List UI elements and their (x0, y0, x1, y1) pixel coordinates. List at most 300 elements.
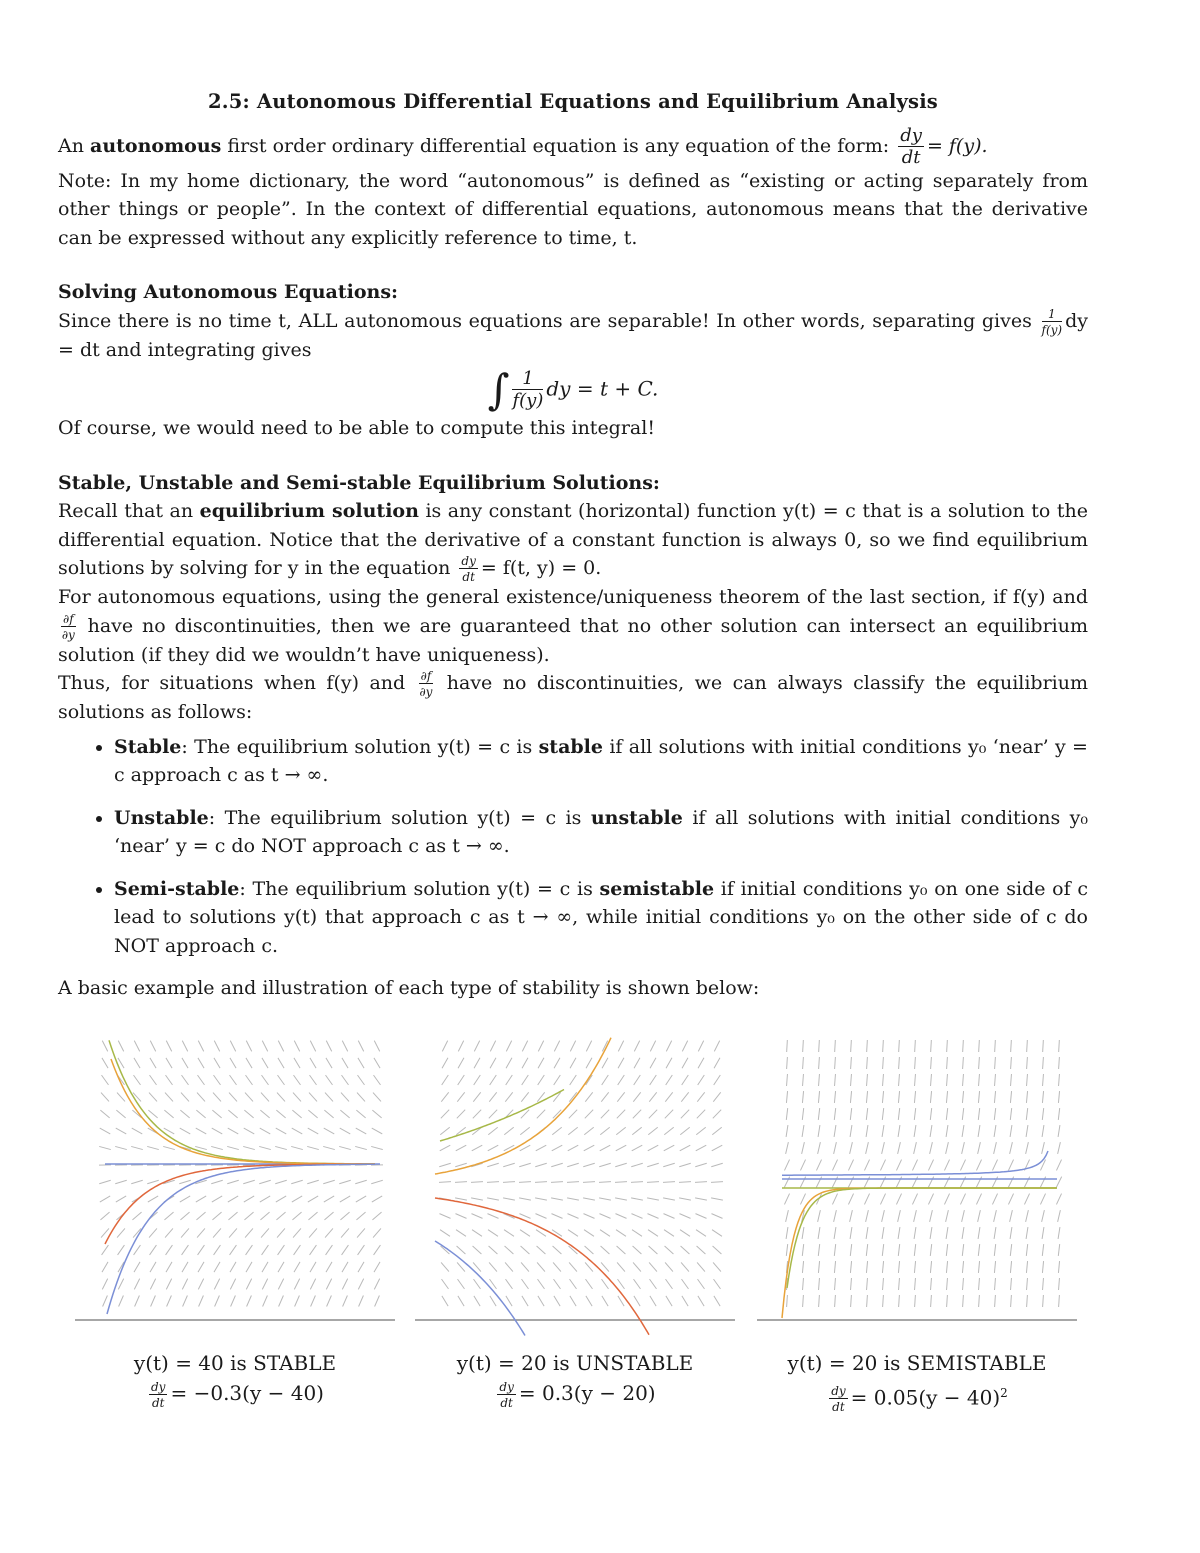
slope-tick (898, 1244, 899, 1256)
slope-tick (165, 1093, 173, 1102)
slope-tick (583, 1163, 594, 1166)
solution-curve (782, 1151, 1048, 1175)
slope-tick (307, 1180, 318, 1183)
slope-tick (1008, 1177, 1013, 1188)
slope-tick (898, 1091, 899, 1103)
slope-tick (342, 1279, 347, 1290)
page-title: 2.5: Autonomous Differential Equations and Equilibrium Analysis (208, 90, 938, 113)
slope-tick (832, 1194, 837, 1205)
slope-tick (537, 1246, 546, 1254)
slope-tick (962, 1227, 964, 1239)
slope-tick (490, 1058, 496, 1068)
slope-tick (714, 1296, 720, 1306)
stability-paragraph-2: For autonomous equations, using the general existence/uniqueness theorem of the last section, if f(y) and $\frac{\partial f}{\partial y}$ have no discontinuities, then we are guaranteed that no other solution can intersect an equilibrium solution (if they did we wouldn’t have uniqueness). (58, 586, 1088, 666)
slope-tick (930, 1091, 931, 1103)
slope-tick (278, 1245, 285, 1255)
slope-tick (504, 1127, 513, 1134)
slope-tick (1058, 1244, 1059, 1256)
slope-tick (784, 1160, 789, 1171)
slope-tick (310, 1058, 316, 1068)
slope-tick (554, 1296, 560, 1306)
slope-tick (213, 1093, 221, 1102)
slope-tick (1040, 1194, 1045, 1205)
slope-tick (487, 1214, 498, 1219)
slope-tick (244, 1196, 254, 1202)
slope-tick (457, 1110, 465, 1119)
slope-tick (294, 1075, 301, 1085)
slope-tick (148, 1110, 157, 1118)
slope-tick (666, 1041, 671, 1052)
slope-tick (649, 1262, 657, 1271)
slope-tick (116, 1196, 126, 1202)
slope-tick (262, 1058, 268, 1068)
slope-tick (1059, 1057, 1060, 1069)
slope-tick (506, 1075, 513, 1085)
slope-tick (880, 1160, 885, 1171)
slope-tick (570, 1075, 577, 1085)
slope-tick (600, 1230, 610, 1237)
slope-tick (786, 1142, 789, 1154)
slope-tick (583, 1182, 595, 1183)
slope-tick (535, 1198, 547, 1200)
slope-tick (134, 1279, 139, 1290)
slope-tick (1059, 1278, 1060, 1290)
slope-tick (864, 1194, 869, 1205)
slope-tick (442, 1296, 448, 1306)
slope-tick (99, 1180, 110, 1183)
slope-tick (883, 1278, 884, 1290)
slope-tick (278, 1041, 283, 1052)
slope-tick (505, 1262, 513, 1271)
slope-tick (474, 1279, 481, 1289)
slope-tick (647, 1214, 658, 1219)
slope-tick (618, 1296, 624, 1306)
slope-tick (458, 1279, 465, 1289)
slope-tick (850, 1261, 851, 1273)
slope-tick (632, 1145, 643, 1151)
slope-tick (615, 1182, 627, 1183)
slope-tick (150, 1262, 156, 1272)
slope-tick (182, 1075, 189, 1085)
slope-tick (521, 1262, 529, 1271)
slope-tick (134, 1245, 141, 1255)
slope-tick (994, 1142, 997, 1154)
caption-semistable: y(t) = 20 is SEMISTABLE $\frac{dy}{dt}$ = $0.05(y - 40)^2$ (787, 1351, 1047, 1415)
slope-tick (898, 1261, 899, 1273)
slope-tick (505, 1092, 512, 1101)
slope-tick (262, 1075, 269, 1085)
slope-tick (648, 1127, 657, 1134)
slope-tick (714, 1075, 721, 1085)
slope-tick (260, 1128, 271, 1134)
slope-tick (618, 1041, 623, 1052)
slope-tick (374, 1245, 381, 1255)
slope-tick (803, 1074, 804, 1086)
slope-tick (292, 1128, 303, 1134)
slope-tick (522, 1041, 527, 1052)
slope-tick (930, 1210, 933, 1222)
slope-tick (324, 1128, 335, 1134)
slope-tick (850, 1091, 851, 1103)
slope-tick (326, 1058, 332, 1068)
slope-tick (276, 1212, 285, 1220)
slope-tick (995, 1040, 996, 1052)
slope-tick (714, 1279, 721, 1289)
slope-tick (914, 1091, 915, 1103)
slope-tick (867, 1295, 868, 1307)
slope-tick (1026, 1091, 1027, 1103)
slope-tick (848, 1194, 853, 1205)
slope-tick (182, 1058, 188, 1068)
slope-tick (883, 1074, 884, 1086)
slope-tick (819, 1074, 820, 1086)
heading-stability: Stable, Unstable and Semi-stable Equilibrium Solutions: (58, 471, 660, 494)
slope-tick (647, 1182, 659, 1183)
slope-tick (261, 1228, 269, 1237)
slope-tick (134, 1041, 139, 1052)
slope-tick (439, 1214, 450, 1219)
slope-tick (880, 1177, 885, 1188)
slope-tick (198, 1058, 204, 1068)
slope-tick (898, 1125, 900, 1137)
slope-tick (212, 1128, 223, 1134)
slope-tick (832, 1177, 837, 1188)
slope-tick (1010, 1227, 1012, 1239)
slope-tick (963, 1040, 964, 1052)
slope-tick (277, 1093, 285, 1102)
slope-tick (567, 1182, 579, 1183)
slope-tick (324, 1110, 333, 1118)
slope-tick (519, 1214, 530, 1219)
slope-tick (340, 1110, 349, 1118)
slope-tick (802, 1125, 804, 1137)
slope-tick (1042, 1125, 1044, 1137)
slope-tick (818, 1142, 821, 1154)
slope-tick (1058, 1210, 1061, 1222)
slope-tick (647, 1198, 659, 1200)
slope-tick (866, 1125, 868, 1137)
slope-tick (117, 1228, 125, 1237)
slope-tick (326, 1279, 331, 1290)
slope-tick (246, 1058, 252, 1068)
slope-tick (375, 1296, 380, 1307)
slope-tick (962, 1142, 965, 1154)
slope-tick (602, 1075, 609, 1085)
slope-tick (374, 1058, 380, 1068)
slope-tick (260, 1110, 269, 1118)
slope-tick (915, 1057, 916, 1069)
slope-tick (851, 1278, 852, 1290)
slope-tick (150, 1075, 157, 1085)
slope-tick (1056, 1177, 1061, 1188)
slope-tick (1027, 1057, 1028, 1069)
slope-tick (1010, 1108, 1011, 1120)
slope-tick (915, 1074, 916, 1086)
slope-tick (802, 1142, 805, 1154)
slope-tick (698, 1041, 703, 1052)
slope-tick (244, 1128, 255, 1134)
slope-tick (1042, 1142, 1045, 1154)
slope-tick (682, 1058, 688, 1068)
slope-tick (181, 1093, 189, 1102)
slope-tick (455, 1182, 467, 1183)
slope-tick (261, 1093, 269, 1102)
slope-tick (554, 1279, 561, 1289)
slope-tick (211, 1146, 223, 1149)
slope-tick (979, 1057, 980, 1069)
slope-tick (930, 1261, 931, 1273)
slope-tick (166, 1279, 171, 1290)
slope-tick (131, 1180, 142, 1183)
slope-tick (1058, 1108, 1059, 1120)
slope-tick (487, 1198, 499, 1200)
slope-tick (682, 1041, 687, 1052)
slope-tick (976, 1177, 981, 1188)
slope-tick (215, 1296, 220, 1307)
slope-tick (978, 1244, 979, 1256)
slope-tick (326, 1245, 333, 1255)
slope-tick (834, 1227, 836, 1239)
term-autonomous: autonomous (90, 134, 222, 157)
document-body (58, 88, 1088, 1003)
slope-tick (115, 1180, 126, 1183)
slope-tick (930, 1142, 933, 1154)
solution-curve (109, 1040, 375, 1164)
slope-tick (244, 1212, 253, 1220)
slope-tick (165, 1228, 173, 1237)
slope-field-semistable (757, 1036, 1077, 1336)
slope-tick (341, 1228, 349, 1237)
slope-tick (489, 1246, 498, 1254)
slope-tick (994, 1210, 997, 1222)
slope-tick (1058, 1125, 1060, 1137)
slope-tick (262, 1041, 267, 1052)
slope-tick (601, 1110, 609, 1119)
slope-tick (291, 1180, 302, 1183)
slope-tick (679, 1163, 690, 1166)
slope-tick (1042, 1261, 1043, 1273)
slope-tick (440, 1127, 449, 1134)
slope-tick (473, 1092, 480, 1101)
slope-tick (615, 1198, 627, 1200)
slope-tick (663, 1163, 674, 1166)
slope-tick (979, 1074, 980, 1086)
slope-tick (586, 1041, 591, 1052)
slope-tick (800, 1160, 805, 1171)
slope-tick (786, 1125, 788, 1137)
slope-tick (666, 1279, 673, 1289)
slope-tick (834, 1244, 835, 1256)
slope-tick (697, 1246, 706, 1254)
slope-tick (310, 1245, 317, 1255)
slope-tick (850, 1108, 851, 1120)
slope-tick (1011, 1074, 1012, 1086)
slope-tick (946, 1125, 948, 1137)
slope-tick (632, 1127, 641, 1134)
slope-tick (356, 1110, 365, 1118)
slope-tick (567, 1198, 579, 1200)
slope-tick (1058, 1261, 1059, 1273)
slope-tick (308, 1110, 317, 1118)
slope-tick (276, 1110, 285, 1118)
slope-tick (834, 1091, 835, 1103)
slope-tick (292, 1110, 301, 1118)
slope-tick (442, 1041, 447, 1052)
slope-tick (680, 1145, 691, 1151)
slope-tick (600, 1145, 611, 1151)
slope-tick (664, 1127, 673, 1134)
slope-tick (243, 1146, 255, 1149)
slope-tick (650, 1041, 655, 1052)
slope-tick (698, 1058, 704, 1068)
slope-tick (228, 1212, 237, 1220)
slope-tick (488, 1230, 498, 1237)
slope-tick (340, 1128, 351, 1134)
slope-tick (867, 1040, 868, 1052)
slope-tick (896, 1194, 901, 1205)
slope-field-stable (75, 1036, 395, 1336)
slope-tick (293, 1228, 301, 1237)
slope-tick (800, 1194, 805, 1205)
slope-tick (663, 1214, 674, 1219)
slope-tick (278, 1279, 283, 1290)
slope-tick (882, 1261, 883, 1273)
slope-tick (212, 1196, 222, 1202)
slope-tick (883, 1295, 884, 1307)
slope-tick (633, 1092, 640, 1101)
slope-tick (374, 1279, 379, 1290)
slope-tick (681, 1246, 690, 1254)
slope-tick (358, 1075, 365, 1085)
slope-tick (100, 1212, 109, 1220)
slope-tick (569, 1262, 577, 1271)
slope-tick (291, 1146, 303, 1149)
slope-tick (278, 1058, 284, 1068)
slope-tick (947, 1295, 948, 1307)
slope-tick (696, 1145, 707, 1151)
slope-tick (440, 1145, 451, 1151)
slope-tick (1024, 1177, 1029, 1188)
slope-tick (374, 1262, 380, 1272)
slope-tick (992, 1177, 997, 1188)
slope-tick (682, 1296, 688, 1306)
slope-tick (372, 1128, 383, 1134)
slope-tick (1008, 1160, 1013, 1171)
intro-definition: An autonomous first order ordinary differential equation is any equation of the form: $\frac{dy}{dt}$ = f(y). (58, 124, 988, 168)
slope-tick (522, 1296, 528, 1306)
slope-tick (163, 1146, 175, 1149)
slope-tick (231, 1296, 236, 1307)
slope-tick (102, 1075, 109, 1085)
slope-tick (340, 1196, 350, 1202)
slope-tick (978, 1108, 979, 1120)
slope-tick (851, 1040, 852, 1052)
slope-tick (180, 1110, 189, 1118)
slope-tick (309, 1093, 317, 1102)
integral-equation: ∫ $\frac{1}{f(y)}$ dy = t + C. (487, 364, 659, 414)
slope-tick (358, 1279, 363, 1290)
slope-tick (310, 1279, 315, 1290)
solution-curve (435, 1038, 611, 1174)
slope-tick (295, 1296, 300, 1307)
slope-tick (713, 1110, 721, 1119)
slope-tick (930, 1244, 931, 1256)
slope-tick (214, 1075, 221, 1085)
slope-tick (166, 1041, 171, 1052)
slope-tick (585, 1110, 593, 1119)
slope-tick (325, 1228, 333, 1237)
slope-tick (994, 1261, 995, 1273)
slope-tick (520, 1230, 530, 1237)
solution-curve (105, 1164, 375, 1244)
slope-tick (101, 1228, 109, 1237)
dy-dt-fraction: $\frac{dy}{dt}$ (900, 124, 922, 168)
slope-tick (586, 1296, 592, 1306)
slope-tick (995, 1057, 996, 1069)
slope-tick (116, 1128, 127, 1134)
slope-tick (441, 1110, 449, 1119)
one-over-f-fraction: $\frac{1}{f(y)}$ (1041, 306, 1063, 337)
slope-tick (914, 1261, 915, 1273)
slope-tick (180, 1196, 190, 1202)
slope-tick (835, 1074, 836, 1086)
slope-tick (279, 1296, 284, 1307)
slope-tick (554, 1075, 561, 1085)
slope-tick (1026, 1261, 1027, 1273)
slope-tick (682, 1075, 689, 1085)
slope-tick (358, 1262, 364, 1272)
slope-tick (649, 1110, 657, 1119)
slope-tick (1043, 1040, 1044, 1052)
slope-tick (490, 1041, 495, 1052)
slope-tick (666, 1296, 672, 1306)
slope-tick (928, 1160, 933, 1171)
slope-tick (294, 1058, 300, 1068)
slope-tick (182, 1279, 187, 1290)
slope-tick (536, 1145, 547, 1151)
slope-tick (538, 1279, 545, 1289)
slope-tick (229, 1093, 237, 1102)
slope-tick (583, 1214, 594, 1219)
slope-tick (275, 1180, 286, 1183)
slope-tick (962, 1210, 965, 1222)
slope-tick (211, 1180, 222, 1183)
slope-tick (712, 1127, 721, 1134)
slope-tick (912, 1177, 917, 1188)
slope-tick (834, 1125, 836, 1137)
slope-tick (471, 1198, 483, 1200)
slope-tick (899, 1040, 900, 1052)
slope-tick (946, 1244, 947, 1256)
slope-tick (928, 1194, 933, 1205)
slope-tick (946, 1261, 947, 1273)
slope-tick (914, 1142, 917, 1154)
slope-tick (960, 1177, 965, 1188)
slope-tick (714, 1041, 719, 1052)
slope-tick (899, 1278, 900, 1290)
slope-tick (132, 1212, 141, 1220)
slope-tick (294, 1262, 300, 1272)
slope-tick (535, 1214, 546, 1219)
slope-tick (227, 1146, 239, 1149)
slope-tick (583, 1198, 595, 1200)
slope-tick (634, 1279, 641, 1289)
slope-tick (506, 1296, 512, 1306)
slope-tick (487, 1163, 498, 1166)
slope-tick (617, 1246, 626, 1254)
slope-tick (292, 1212, 301, 1220)
slope-tick (247, 1296, 252, 1307)
